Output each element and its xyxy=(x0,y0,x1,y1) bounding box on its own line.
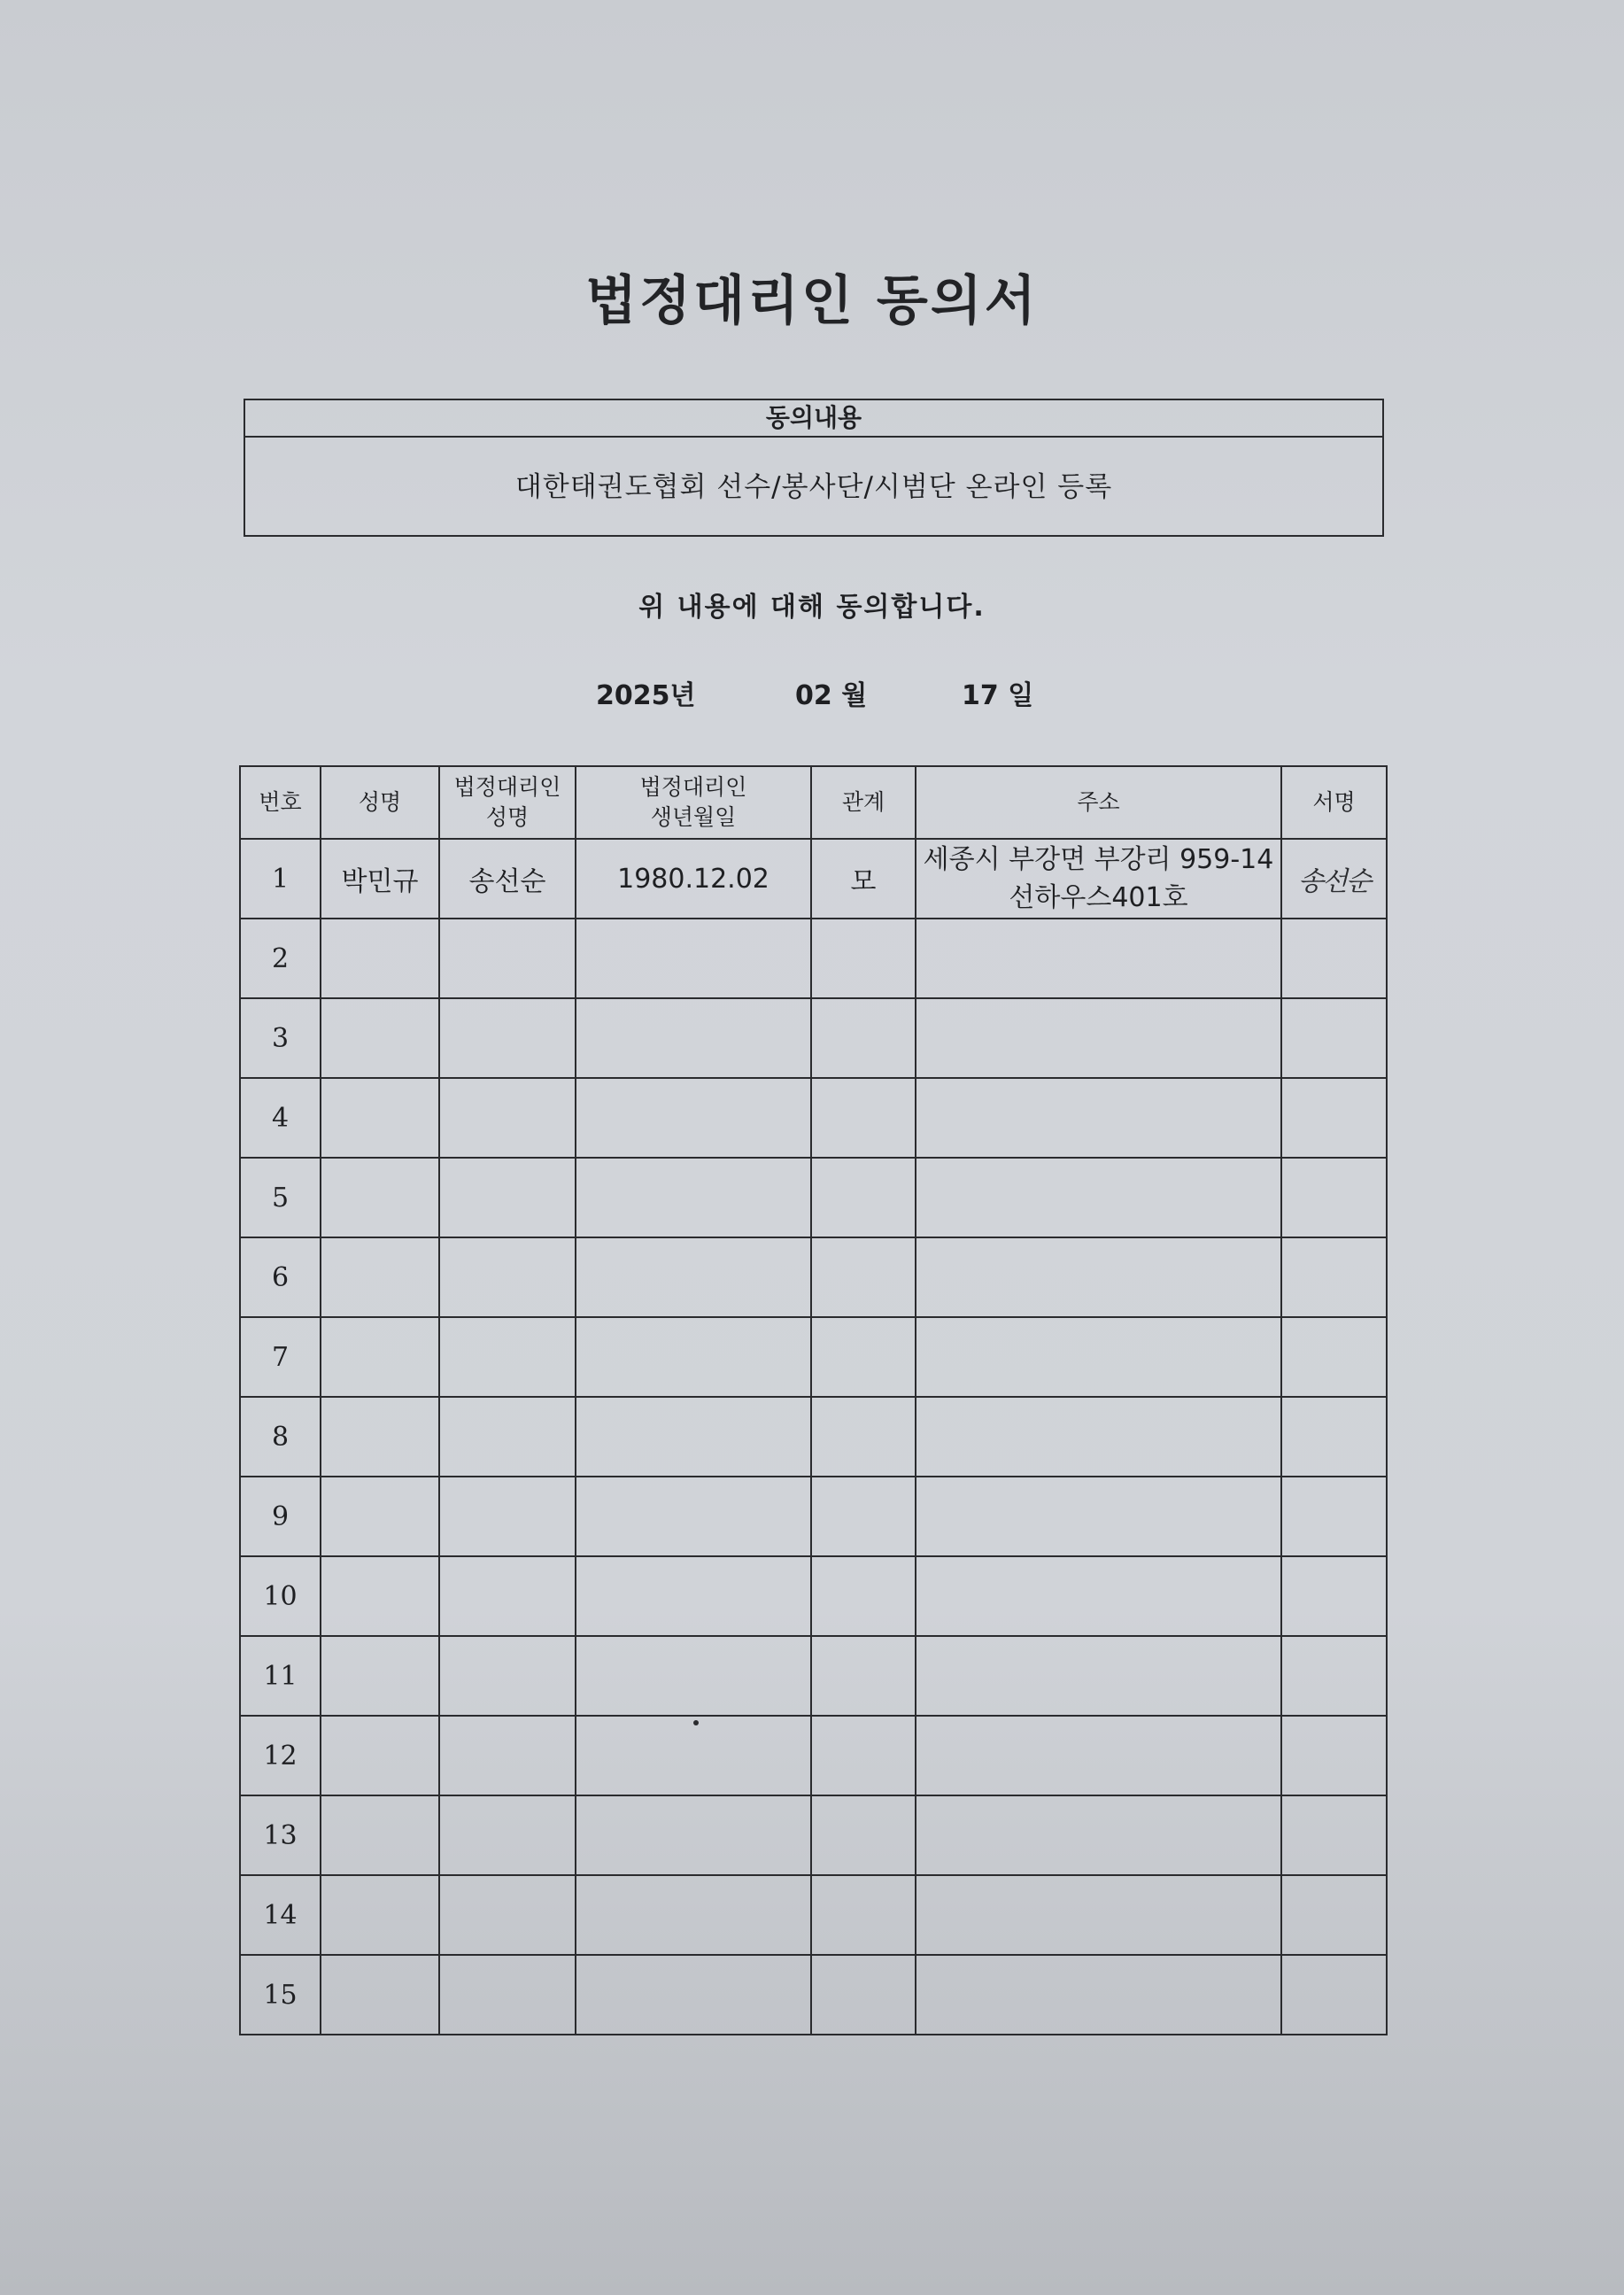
row-signature xyxy=(1281,1556,1387,1636)
row-guardian-name: 송선순 xyxy=(439,839,576,919)
row-relation xyxy=(811,1237,916,1317)
row-guardian-name xyxy=(439,1397,576,1477)
row-address xyxy=(916,1158,1281,1237)
row-signature xyxy=(1281,1078,1387,1158)
row-signature xyxy=(1281,998,1387,1078)
row-signature xyxy=(1281,1397,1387,1477)
row-signature xyxy=(1281,1477,1387,1556)
row-guardian-name xyxy=(439,998,576,1078)
row-guardian-name xyxy=(439,919,576,998)
agree-statement: 위 내용에 대해 동의합니다. xyxy=(638,592,986,623)
consent-content-header: 동의내용 xyxy=(245,400,1382,438)
row-guardian-birth xyxy=(576,1875,811,1955)
header-guardian-name-line2: 성명 xyxy=(485,804,530,830)
table-row xyxy=(240,1477,1387,1556)
row-address xyxy=(916,1317,1281,1397)
row-signature xyxy=(1281,1317,1387,1397)
row-name xyxy=(321,1317,439,1397)
row-address xyxy=(916,1875,1281,1955)
row-name xyxy=(321,1955,439,2035)
row-guardian-birth xyxy=(576,919,811,998)
row-address xyxy=(916,1556,1281,1636)
date-year: 2025년 xyxy=(596,680,696,711)
row-name xyxy=(321,1636,439,1716)
row-signature: 송선순 xyxy=(1281,839,1387,919)
row-no: 3 xyxy=(240,998,321,1078)
row-address xyxy=(916,919,1281,998)
row-guardian-name xyxy=(439,1158,576,1237)
row-guardian-name xyxy=(439,1078,576,1158)
row-name xyxy=(321,1716,439,1795)
row-signature xyxy=(1281,1158,1387,1237)
table-row xyxy=(240,1556,1387,1636)
row-no: 15 xyxy=(240,1955,321,2035)
header-relation: 관계 xyxy=(811,766,916,839)
row-relation xyxy=(811,1477,916,1556)
row-no: 1 xyxy=(240,839,321,919)
row-relation xyxy=(811,1875,916,1955)
row-no: 11 xyxy=(240,1636,321,1716)
row-no: 6 xyxy=(240,1237,321,1317)
header-guardian-name-line1: 법정대리인 xyxy=(453,774,561,801)
row-guardian-name xyxy=(439,1795,576,1875)
row-address xyxy=(916,1955,1281,2035)
row-guardian-birth xyxy=(576,1397,811,1477)
row-no: 2 xyxy=(240,919,321,998)
row-relation xyxy=(811,1397,916,1477)
row-signature xyxy=(1281,1955,1387,2035)
row-guardian-name xyxy=(439,1477,576,1556)
row-name xyxy=(321,1078,439,1158)
row-relation xyxy=(811,1955,916,2035)
row-relation xyxy=(811,1795,916,1875)
table-row xyxy=(240,839,1387,919)
table-row xyxy=(240,1955,1387,2035)
header-guardian-birth-line2: 생년월일 xyxy=(650,804,737,830)
table-row xyxy=(240,1795,1387,1875)
guardian-table xyxy=(239,765,1388,2035)
row-name xyxy=(321,1875,439,1955)
row-address-line1: 세종시 부강면 부강리 959-14 xyxy=(923,843,1274,875)
consent-content-box xyxy=(244,399,1384,537)
row-relation xyxy=(811,1716,916,1795)
row-address xyxy=(916,1477,1281,1556)
row-guardian-name xyxy=(439,1317,576,1397)
header-guardian-birth xyxy=(576,766,811,839)
row-guardian-birth xyxy=(576,1477,811,1556)
header-address: 주소 xyxy=(916,766,1281,839)
row-guardian-birth xyxy=(576,1237,811,1317)
row-guardian-birth xyxy=(576,1556,811,1636)
row-signature xyxy=(1281,1237,1387,1317)
row-guardian-name xyxy=(439,1556,576,1636)
row-guardian-birth: 1980.12.02 xyxy=(576,839,811,919)
row-signature xyxy=(1281,919,1387,998)
header-guardian-birth-line1: 법정대리인 xyxy=(639,774,747,801)
row-address xyxy=(916,1636,1281,1716)
table-row xyxy=(240,1078,1387,1158)
date-day: 17 일 xyxy=(962,680,1034,711)
row-address-line2: 선하우스401호 xyxy=(1009,882,1188,913)
row-guardian-birth xyxy=(576,1636,811,1716)
row-no: 13 xyxy=(240,1795,321,1875)
row-relation: 모 xyxy=(811,839,916,919)
row-name: 박민규 xyxy=(321,839,439,919)
row-no: 5 xyxy=(240,1158,321,1237)
row-no: 8 xyxy=(240,1397,321,1477)
header-signature: 서명 xyxy=(1281,766,1387,839)
row-guardian-birth xyxy=(576,998,811,1078)
row-address xyxy=(916,1716,1281,1795)
row-name xyxy=(321,1237,439,1317)
row-address xyxy=(916,1237,1281,1317)
header-no: 번호 xyxy=(240,766,321,839)
row-no: 4 xyxy=(240,1078,321,1158)
row-no: 10 xyxy=(240,1556,321,1636)
row-name xyxy=(321,1477,439,1556)
row-name xyxy=(321,998,439,1078)
row-no: 7 xyxy=(240,1317,321,1397)
row-relation xyxy=(811,1078,916,1158)
header-guardian-name xyxy=(439,766,576,839)
header-name: 성명 xyxy=(321,766,439,839)
row-guardian-birth xyxy=(576,1716,811,1795)
row-guardian-birth xyxy=(576,1078,811,1158)
row-guardian-birth xyxy=(576,1317,811,1397)
row-name xyxy=(321,1556,439,1636)
row-no: 12 xyxy=(240,1716,321,1795)
table-row xyxy=(240,998,1387,1078)
date-month: 02 월 xyxy=(795,680,868,711)
table-row xyxy=(240,1397,1387,1477)
row-address xyxy=(916,1795,1281,1875)
row-guardian-name xyxy=(439,1875,576,1955)
row-address xyxy=(916,1078,1281,1158)
table-row xyxy=(240,1875,1387,1955)
row-address xyxy=(916,998,1281,1078)
table-row xyxy=(240,1636,1387,1716)
row-address xyxy=(916,839,1281,919)
row-signature xyxy=(1281,1636,1387,1716)
row-relation xyxy=(811,998,916,1078)
row-no: 14 xyxy=(240,1875,321,1955)
table-row xyxy=(240,919,1387,998)
row-name xyxy=(321,919,439,998)
row-relation xyxy=(811,1556,916,1636)
row-guardian-birth xyxy=(576,1158,811,1237)
row-no: 9 xyxy=(240,1477,321,1556)
row-name xyxy=(321,1795,439,1875)
row-guardian-name xyxy=(439,1237,576,1317)
table-header-row xyxy=(240,766,1387,839)
table-row xyxy=(240,1716,1387,1795)
consent-content-body: 대한태권도협회 선수/봉사단/시범단 온라인 등록 xyxy=(514,471,1113,503)
table-row xyxy=(240,1317,1387,1397)
row-guardian-birth xyxy=(576,1955,811,2035)
row-guardian-birth xyxy=(576,1795,811,1875)
row-relation xyxy=(811,1636,916,1716)
table-row xyxy=(240,1158,1387,1237)
row-guardian-name xyxy=(439,1716,576,1795)
row-name xyxy=(321,1158,439,1237)
row-signature xyxy=(1281,1716,1387,1795)
row-signature xyxy=(1281,1875,1387,1955)
table-row xyxy=(240,1237,1387,1317)
document-title: 법정대리인 동의서 xyxy=(585,270,1039,332)
row-guardian-name xyxy=(439,1955,576,2035)
row-name xyxy=(321,1397,439,1477)
row-signature xyxy=(1281,1795,1387,1875)
row-relation xyxy=(811,919,916,998)
row-address xyxy=(916,1397,1281,1477)
row-guardian-name xyxy=(439,1636,576,1716)
row-relation xyxy=(811,1317,916,1397)
row-relation xyxy=(811,1158,916,1237)
stray-ink-dot xyxy=(693,1720,699,1725)
